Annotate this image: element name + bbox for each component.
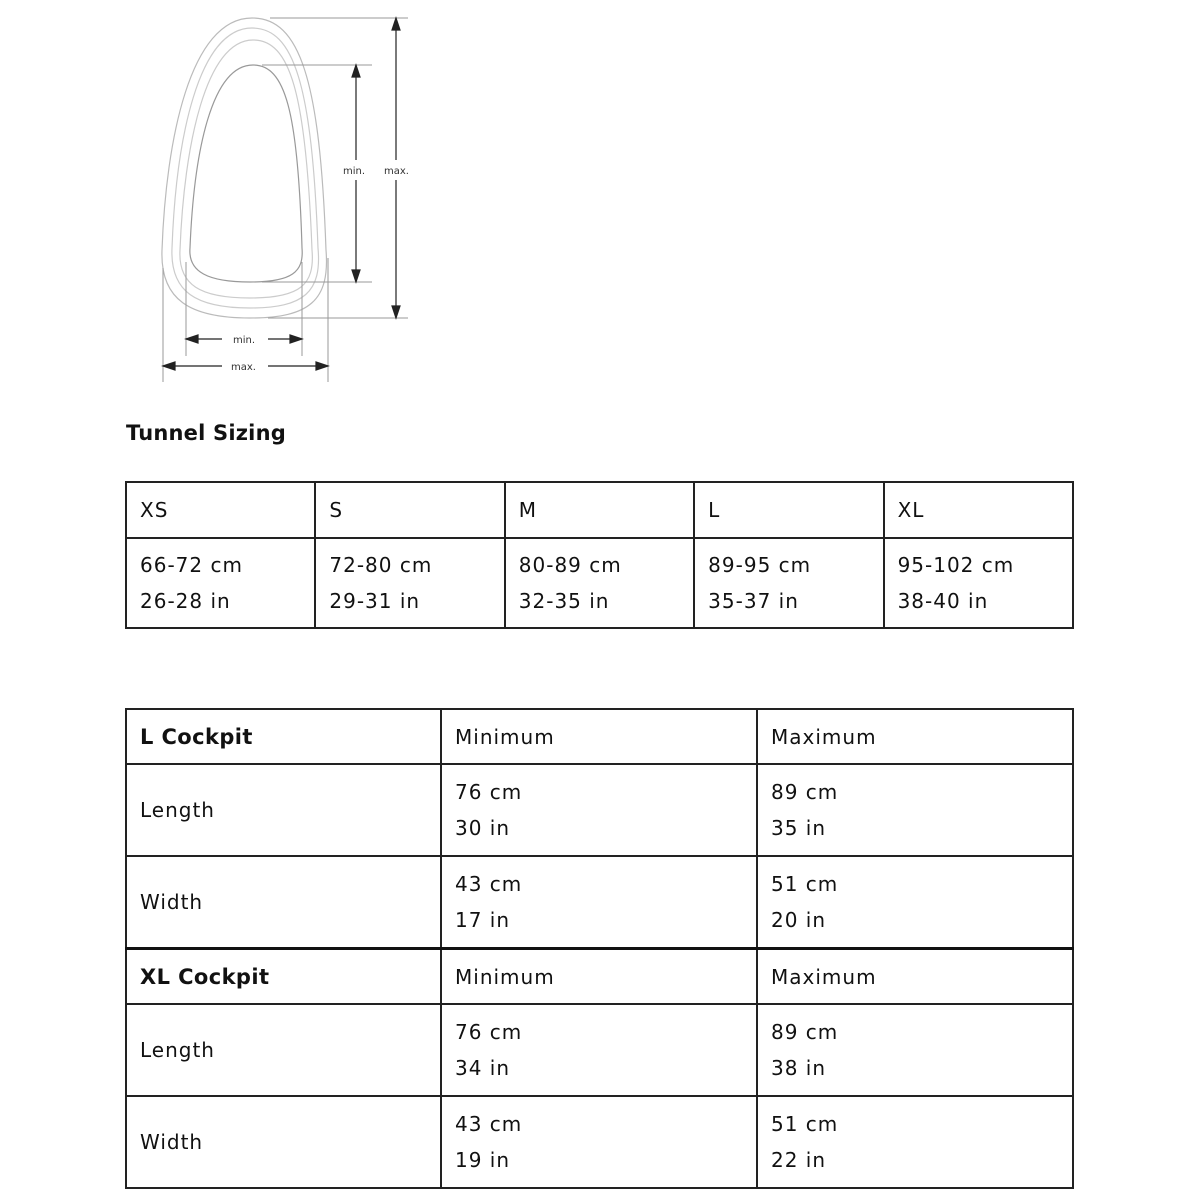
size-header-l: L: [694, 482, 883, 538]
value-cm: 43 cm: [455, 1112, 523, 1136]
table-row: [126, 1096, 1073, 1188]
size-header-xl: XL: [884, 482, 1073, 538]
arrowhead: [163, 362, 175, 370]
table-row: [126, 709, 1073, 764]
length-max-label: max.: [384, 166, 409, 177]
size-range-cell: [884, 538, 1073, 628]
range-cm: 66-72 cm: [140, 553, 243, 577]
range-in: 35-37 in: [708, 589, 799, 613]
dimension-label: Width: [126, 856, 441, 949]
table-row: [126, 1004, 1073, 1096]
range-cm: 80-89 cm: [518, 553, 622, 577]
tunnel-sizing-table: [125, 481, 1074, 629]
arrowhead: [352, 65, 360, 77]
tunnel-sizing-title: Tunnel Sizing: [126, 421, 286, 445]
cockpit-inner-opening: [190, 65, 302, 282]
dimension-label: Length: [126, 764, 441, 856]
value-in: 20 in: [771, 908, 827, 932]
arrowhead: [186, 335, 198, 343]
range-in: 32-35 in: [518, 589, 610, 613]
arrowhead: [392, 306, 400, 318]
table-row: [126, 482, 1073, 538]
value-cm: 51 cm: [771, 872, 839, 896]
range-cm: 95-102 cm: [897, 553, 1015, 577]
size-range-cell: [505, 538, 694, 628]
cockpit-sizing-table: [125, 708, 1074, 1189]
minimum-value-cell: [441, 1004, 757, 1096]
minimum-value-cell: [441, 1096, 757, 1188]
maximum-value-cell: [757, 1096, 1073, 1188]
value-in: 30 in: [455, 816, 511, 840]
value-in: 19 in: [455, 1148, 511, 1172]
minimum-header: Minimum: [441, 949, 757, 1005]
dimension-label: Length: [126, 1004, 441, 1096]
arrowhead: [392, 18, 400, 30]
range-cm: 72-80 cm: [329, 553, 433, 577]
value-cm: 51 cm: [771, 1112, 839, 1136]
arrowhead: [290, 335, 302, 343]
length-min-label: min.: [343, 166, 366, 177]
value-in: 22 in: [771, 1148, 827, 1172]
arrowhead: [316, 362, 328, 370]
maximum-header: Maximum: [757, 949, 1073, 1005]
arrowhead: [352, 270, 360, 282]
width-min-label: min.: [233, 335, 256, 346]
dimension-label: Width: [126, 1096, 441, 1188]
size-header-s: S: [315, 482, 504, 538]
minimum-value-cell: [441, 856, 757, 949]
maximum-value-cell: [757, 856, 1073, 949]
width-max-label: max.: [231, 362, 256, 373]
size-range-cell: [315, 538, 504, 628]
minimum-value-cell: [441, 764, 757, 856]
value-in: 17 in: [455, 908, 511, 932]
value-in: 34 in: [455, 1056, 511, 1080]
minimum-header: Minimum: [441, 709, 757, 764]
size-header-m: M: [505, 482, 694, 538]
size-range-cell: [126, 538, 315, 628]
value-cm: 43 cm: [455, 872, 523, 896]
value-cm: 76 cm: [455, 780, 523, 804]
cockpit-title: XL Cockpit: [126, 949, 441, 1005]
table-row: [126, 538, 1073, 628]
size-header-xs: XS: [126, 482, 315, 538]
range-in: 26-28 in: [140, 589, 231, 613]
value-in: 35 in: [771, 816, 827, 840]
maximum-value-cell: [757, 764, 1073, 856]
table-row: [126, 949, 1073, 1005]
table-row: [126, 856, 1073, 949]
value-cm: 89 cm: [771, 1020, 839, 1044]
value-in: 38 in: [771, 1056, 827, 1080]
range-cm: 89-95 cm: [708, 553, 812, 577]
maximum-value-cell: [757, 1004, 1073, 1096]
range-in: 38-40 in: [897, 589, 989, 613]
value-cm: 76 cm: [455, 1020, 523, 1044]
value-cm: 89 cm: [771, 780, 839, 804]
range-in: 29-31 in: [329, 589, 421, 613]
maximum-header: Maximum: [757, 709, 1073, 764]
size-range-cell: [694, 538, 883, 628]
cockpit-dimension-diagram: [150, 10, 430, 390]
table-row: [126, 764, 1073, 856]
cockpit-title: L Cockpit: [126, 709, 441, 764]
